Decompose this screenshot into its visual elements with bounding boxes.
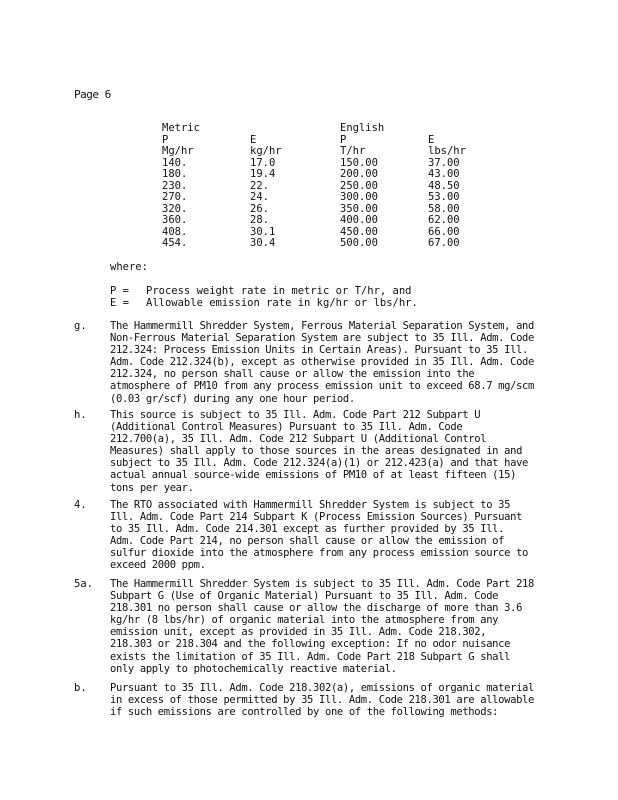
definition-e: [110, 297, 418, 309]
table-cell: 320.: [162, 202, 188, 215]
table-row: [162, 238, 488, 250]
text-line: Adm. Code Part 214, no person shall cause or allow the emission of: [110, 535, 505, 548]
text-line: 212.324: Process Emission Units in Certain Areas). Pursuant to 35 Ill.: [110, 344, 529, 357]
section-body: [110, 578, 555, 675]
header-cell: P: [340, 133, 347, 146]
table-cell: 48.50: [428, 179, 460, 192]
text-line: The Hammermill Shredder System is subject to 35 Ill. Adm. Code Part 218: [110, 578, 534, 590]
section-marker: g.: [74, 320, 87, 332]
table-cell: 200.00: [340, 168, 378, 180]
table-unit-row: [162, 146, 488, 158]
section-body: [110, 499, 555, 572]
header-cell: kg/hr: [250, 145, 282, 157]
text-line: (Additional Control Measures) Pursuant to 35 Ill. Adm. Code: [110, 421, 463, 434]
text-line: Ill. Adm. Code Part 214 Subpart K (Process Emission Sources) Pursuant: [110, 511, 523, 524]
text-line: 212.324, no person shall cause or allow the emission into the: [110, 368, 475, 381]
text-line: Pursuant to 35 Ill. Adm. Code 218.302(a), emissions of organic material: [110, 682, 534, 694]
definition-text: Allowable emission rate in kg/hr or lbs/hr.: [146, 297, 418, 309]
section-marker: b.: [74, 682, 87, 694]
table-cell: 43.00: [428, 168, 460, 180]
table-group-header-row: [162, 123, 488, 135]
table-cell: 24.: [250, 191, 269, 203]
text-line: 218.303 or 218.304 and the following exception: If no odor nuisance: [110, 638, 511, 651]
text-line: sulfur dioxide into the atmosphere from any process emission source to: [110, 547, 529, 560]
table-cell: 180.: [162, 168, 188, 180]
text-line: kg/hr (8 lbs/hr) of organic material into the atmosphere from any: [110, 614, 499, 627]
header-cell: Metric: [162, 122, 200, 134]
table-cell: 67.00: [428, 237, 460, 249]
text-line: 212.700(a), 35 Ill. Adm. Code 212 Subpart U (Additional Control: [110, 433, 487, 446]
text-line: The RTO associated with Hammermill Shredder System is subject to 35: [110, 499, 511, 511]
text-line: in excess of those permitted by 35 Ill. Adm. Code 218.301 are allowable: [110, 694, 534, 707]
table-row: [162, 169, 488, 181]
table-cell: 62.00: [428, 214, 460, 226]
table-row: [162, 192, 488, 204]
table-cell: 37.00: [428, 156, 460, 169]
text-line: 218.301 no person shall cause or allow the discharge of more than 3.6: [110, 602, 523, 615]
header-cell: E: [428, 133, 435, 146]
header-cell: English: [340, 122, 385, 134]
header-cell: E: [250, 133, 257, 146]
table-cell: 450.00: [340, 225, 378, 238]
definition-p: [110, 285, 412, 297]
section-body: [110, 409, 555, 494]
where-label: where:: [110, 261, 148, 273]
section-marker: 4.: [74, 499, 87, 511]
table-cell: 19.4: [250, 168, 276, 180]
text-line: (0.03 gr/scf) during any one hour period.: [110, 392, 355, 405]
definition-text: Process weight rate in metric or T/hr, and: [146, 285, 412, 297]
section-body: [110, 682, 555, 718]
header-cell: Mg/hr: [162, 145, 194, 157]
section-g: [74, 320, 555, 405]
table-cell: 408.: [162, 225, 188, 238]
table-cell: 150.00: [340, 156, 378, 169]
text-line: Adm. Code 212.324(b), except as otherwise provided in 35 Ill. Adm. Code: [110, 356, 534, 369]
text-line: exists the limitation of 35 Ill. Adm. Code Part 218 Subpart G shall: [110, 650, 511, 663]
table-cell: 500.00: [340, 237, 378, 249]
table-cell: 66.00: [428, 225, 460, 238]
table-cell: 28.: [250, 214, 269, 226]
emission-rate-table: [162, 123, 488, 250]
text-line: actual annual source-wide emissions of PM10 of at least fifteen (15): [110, 469, 517, 482]
page-number: Page 6: [74, 88, 111, 101]
section-b: [74, 682, 555, 719]
section-marker: h.: [74, 409, 87, 421]
definition-symbol: P =: [110, 285, 129, 297]
table-cell: 400.00: [340, 214, 378, 226]
text-line: subject to 35 Ill. Adm. Code 212.324(a)(1) or 212.423(a) and that have: [110, 457, 529, 470]
text-line: atmosphere of PM10 from any process emission unit to exceed 68.7 mg/scm: [110, 380, 534, 393]
header-cell: [428, 123, 488, 135]
table-cell: 270.: [162, 191, 188, 203]
text-line: This source is subject to 35 Ill. Adm. Code Part 212 Subpart U: [110, 409, 481, 421]
table-cell: 350.00: [340, 202, 378, 215]
text-line: tons per year.: [110, 481, 194, 494]
table-cell: 230.: [162, 179, 188, 192]
section-h: [74, 409, 555, 494]
table-cell: 140.: [162, 156, 188, 169]
section-4: [74, 499, 555, 572]
section-marker: 5a.: [74, 578, 93, 590]
table-body: [162, 158, 488, 250]
header-cell: [250, 123, 340, 135]
text-line: to 35 Ill. Adm. Code 214.301 except as further provided by 35 Ill.: [110, 523, 505, 536]
table-cell: 30.4: [250, 237, 276, 249]
table-cell: 454.: [162, 237, 188, 249]
header-cell: T/hr: [340, 145, 366, 157]
table-cell: 17.0: [250, 156, 276, 169]
header-cell: P: [162, 133, 169, 146]
table-cell: 300.00: [340, 191, 378, 203]
table-cell: 30.1: [250, 225, 276, 238]
text-line: Non-Ferrous Material Separation System are subject to 35 Ill. Adm. Code: [110, 332, 534, 345]
text-line: emission unit, except as provided in 35 Ill. Adm. Code 218.302,: [110, 626, 487, 639]
header-cell: lbs/hr: [428, 145, 466, 157]
text-line: The Hammermill Shredder System, Ferrous Material Separation System, and: [110, 320, 534, 332]
table-cell: 360.: [162, 214, 188, 226]
definition-symbol: E =: [110, 297, 129, 309]
text-line: only apply to photochemically reactive material.: [110, 662, 397, 675]
text-line: exceed 2000 ppm.: [110, 559, 206, 572]
table-cell: 58.00: [428, 202, 460, 215]
table-cell: 250.00: [340, 179, 378, 192]
text-line: Subpart G (Use of Organic Material) Pursuant to 35 Ill. Adm. Code: [110, 590, 499, 603]
text-line: Measures) shall apply to those sources in the areas designated in and: [110, 445, 523, 458]
table-row: [162, 215, 488, 227]
section-body: [110, 320, 555, 405]
section-5a: [74, 578, 555, 675]
table-cell: 22.: [250, 179, 269, 192]
text-line: if such emissions are controlled by one of the following methods:: [110, 706, 499, 719]
table-cell: 26.: [250, 202, 269, 215]
table-cell: 53.00: [428, 191, 460, 203]
